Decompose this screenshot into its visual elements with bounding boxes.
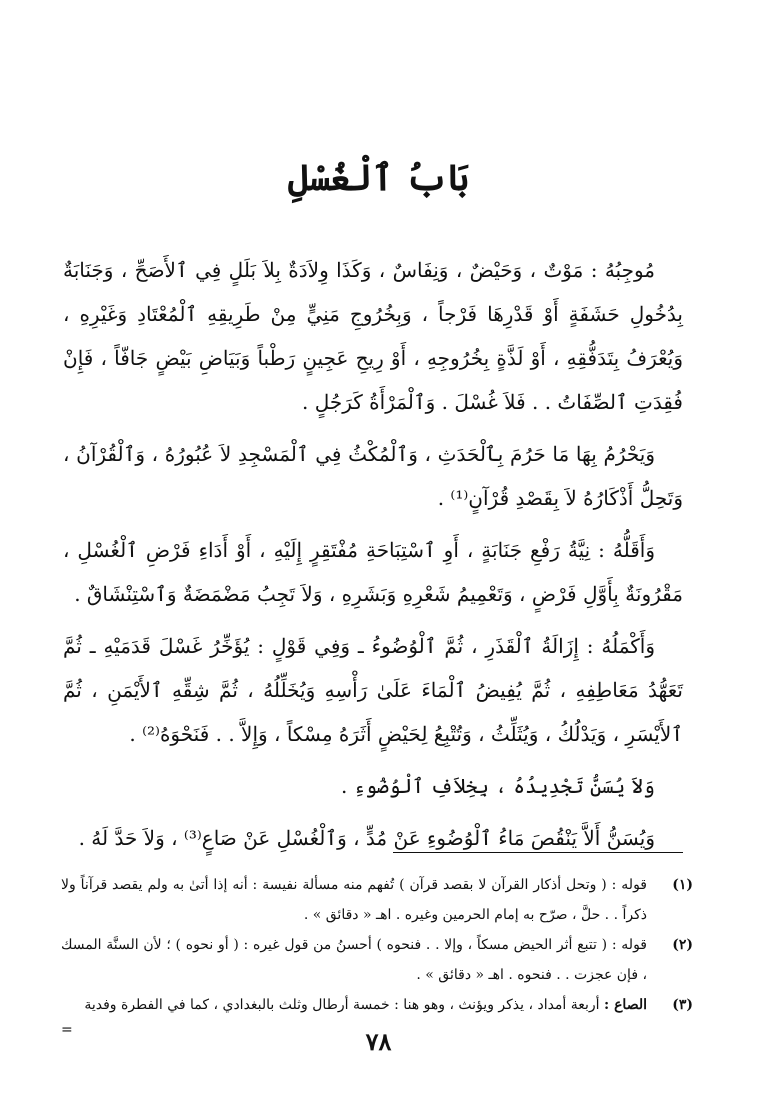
paragraph-prohibitions: وَيَحْرُمُ بِهَا مَا حَرُمَ بِٱلْحَدَثِ ، وَٱلْمُكْثُ فِي ٱلْمَسْجِدِ لاَ عُبُورُهُ ، وَٱلْقُرْآنُ ، وَتَحِلُّ أَذْكَارُهُ لاَ بِقَصْدِ قُرْآنٍ⁽¹⁾ . [63,442,683,510]
paragraph-renewal: وَلاَ يُسَنُّ تَجْدِيدُهُ ، بِخِلاَفِ ٱلْوُضُوءِ . [340,774,655,798]
footnote-text: قوله : ( تتبع أثر الحيض مسكاً ، وإلا . . فنحوه ) أحسنُ من قول غيره : ( أو نحوه ) ؛ لأن السنَّة المسك ، فإن عجزت . . فنحوه . اهـ « دقائق » . [61,937,647,983]
footnotes [61,870,693,1040]
paragraph-minimum: وَأَقَلُّهُ : نِيَّةُ رَفْعِ جَنَابَةٍ ، أَوِ ٱسْتِبَاحَةِ مُفْتَقِرٍ إِلَيْهِ ، أَوْ أَدَاءِ فَرْضِ ٱلْغُسْلِ ، مَقْرُونَةٌ بِأَوَّلِ فَرْضٍ ، وَتَعْمِيمُ شَعْرِهِ وَبَشَرِهِ ، وَلاَ تَجِبُ مَضْمَضَةٌ وَٱسْتِنْشَاقٌ . [63,538,683,606]
footnote-3 [61,990,693,1020]
footnote-number: (١) [672,877,693,893]
page-number: ٧٨ [365,1027,392,1056]
paragraph-water-amount: وَيُسَنُّ أَلاَّ يَنْقُصَ مَاءُ ٱلْوُضُوءِ عَنْ مُدٍّ ، وَٱلْغُسْلِ عَنْ صَاعٍ⁽³⁾ ، وَلاَ حَدَّ لَهُ . [78,826,655,850]
paragraph-complete: وَأَكْمَلُهُ : إِزَالَةُ ٱلْقَذَرِ ، ثُمَّ ٱلْوُضُوءُ ـ وَفِي قَوْلٍ : يُؤَخِّرُ غَسْلَ قَدَمَيْهِ ـ ثُمَّ تَعَهُّدُ مَعَاطِفِهِ ، ثُمَّ يُفِيضُ ٱلْمَاءَ عَلَىٰ رَأْسِهِ وَيُخَلِّلُهُ ، ثُمَّ شِقِّهِ ٱلأَيْمَنِ ، ثُمَّ ٱلأَيْسَرِ ، وَيَدْلُكُ ، وَيُثَلِّثُ ، وَتُتْبِعُ لِحَيْضٍ أَثَرَهُ مِسْكاً ، وَإِلاَّ . . فَنَحْوَهُ⁽²⁾ . [63,634,683,746]
footnote-label: الصاع : [604,997,647,1013]
footnote-text: أربعة أمداد ، يذكر ويؤنث ، وهو هنا : خمسة أرطال وثلث بالبغدادي ، كما في الفطرة وفدية [84,997,600,1013]
chapter-title: بَابُ ٱلْغُسْلِ [287,157,470,199]
footnote-number: (٢) [672,937,693,953]
paragraph-obligations: مُوجِبُهُ : مَوْتٌ ، وَحَيْضٌ ، وَنِفَاسٌ ، وَكَذَا وِلاَدَةٌ بِلاَ بَلَلٍ فِي ٱلأَصَحِّ ، وَجَنَابَةٌ بِدُخُولِ حَشَفَةٍ أَوْ قَدْرِهَا فَرْجاً ، وَبِخُرُوجِ مَنِيٍّ مِنْ طَرِيقِهِ ٱلْمُعْتَادِ وَغَيْرِهِ ، وَيُعْرَفُ بِتَدَفُّقِهِ ، أَوْ لَذَّةٍ بِخُرُوجِهِ ، أَوْ رِيحِ عَجِينٍ رَطْباً وَبَيَاضِ بَيْضٍ جَافّاً ، فَإِنْ فُقِدَتِ ٱلصِّفَاتُ . . فَلاَ غُسْلَ . وَٱلْمَرْأَةُ كَرَجُلٍ . [63,258,683,414]
main-text [63,248,683,868]
footnote-separator [393,852,683,853]
footnote-2 [61,930,693,990]
footnote-1 [61,870,693,930]
footnote-number: (٣) [672,997,693,1013]
footnote-continuation-mark: = [61,1022,73,1038]
footnote-text: قوله : ( وتحل أذكار القرآن لا بقصد قرآن ) تُفهم منه مسألة نفيسة : أنه إذا أتىٰ به ولم يقصد قرآناً ولا ذكراً . . حلَّ ، صرّح به إمام الحرمين وغيره . اهـ « دقائق » . [61,877,647,923]
